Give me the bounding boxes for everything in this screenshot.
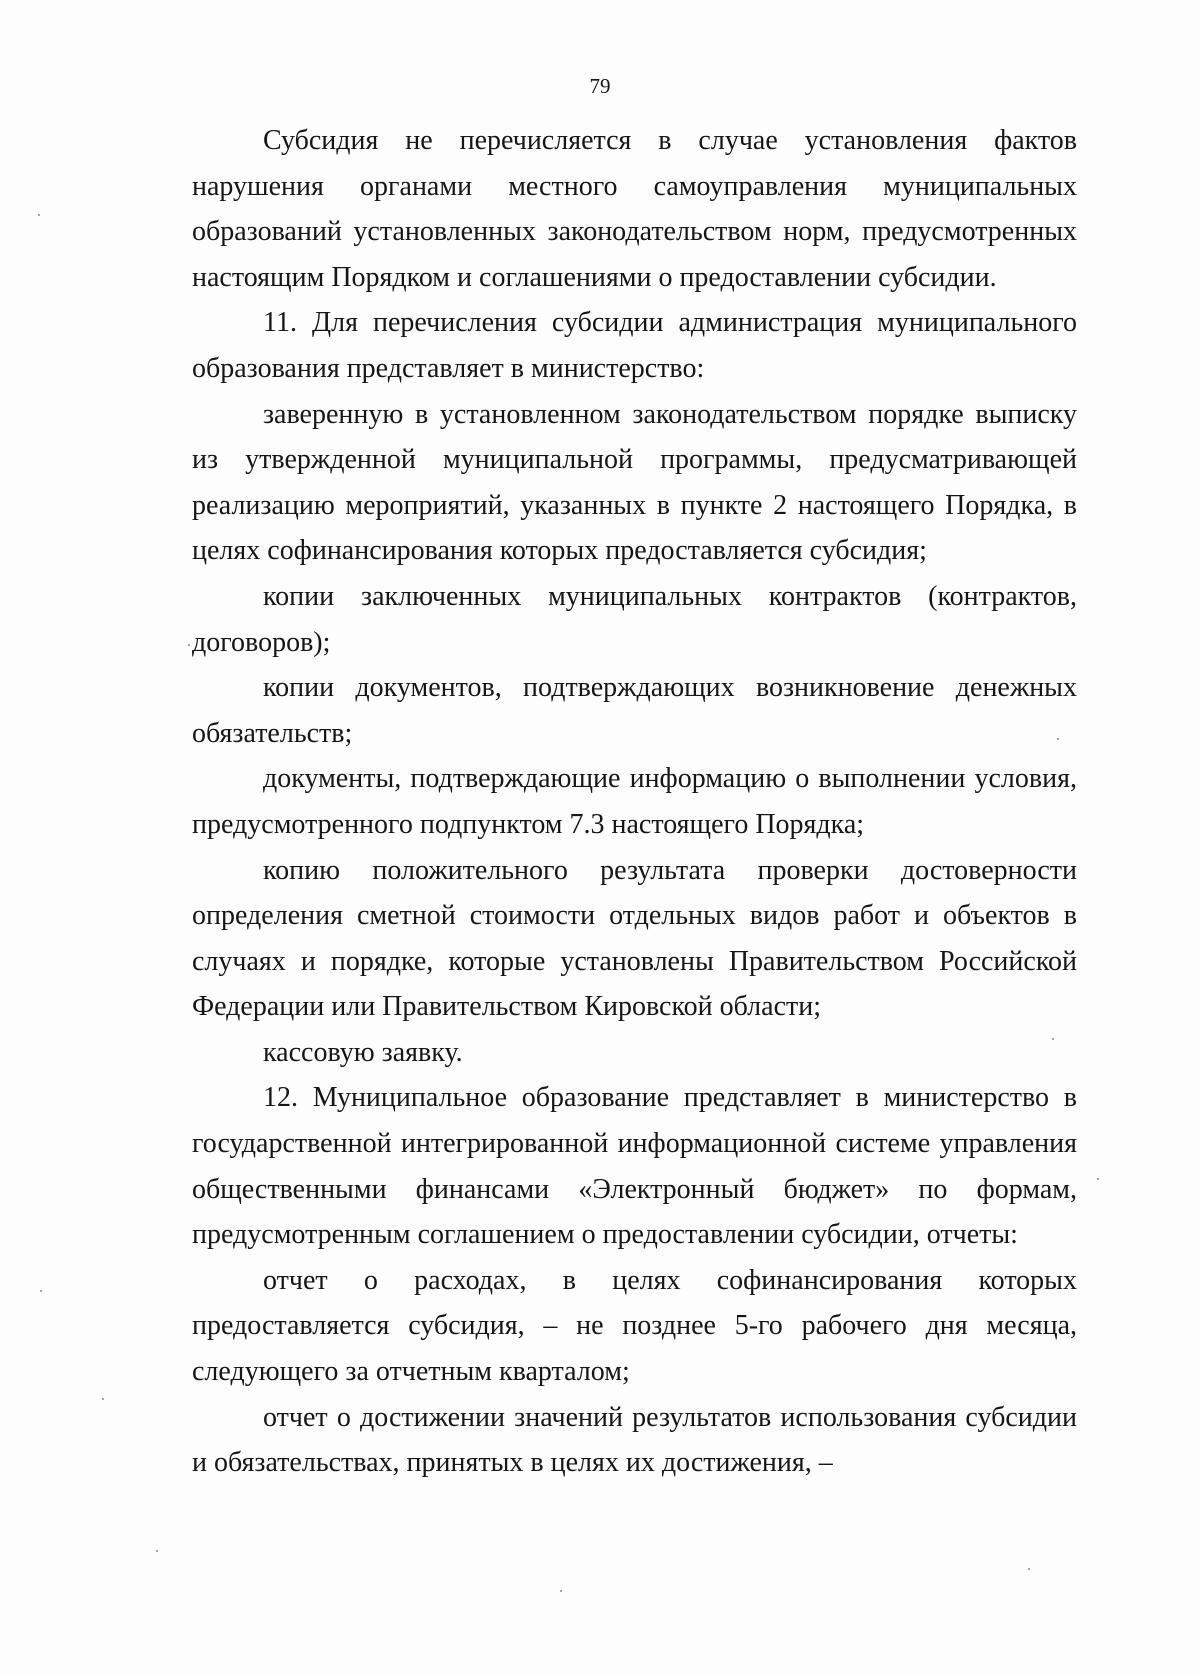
paragraph-subsidy-not-transferred: Субсидия не перечисляется в случае установления фактов нарушения органами местного самоуправления муниципальных образований установленных законодательством норм, предусмотренных настоящим Порядком и соглашениями о предоставлении субсидии. — [192, 125, 1077, 293]
scan-speck — [156, 1550, 158, 1552]
paragraph-expense-report: отчет о расходах, в целях софинансирования которых предоставляется субсидия, – не позднее 5-го рабочего дня месяца, следующего за отчетным кварталом; — [192, 1264, 1077, 1388]
scan-speck — [188, 644, 190, 646]
paragraph-cash-request: кассовую заявку. — [263, 1036, 463, 1068]
paragraph-contract-copies: копии заключенных муниципальных контрактов (контрактов, договоров); — [192, 580, 1077, 658]
scan-speck — [1057, 738, 1059, 740]
page-number: 79 — [589, 74, 611, 98]
scan-speck — [40, 1290, 42, 1292]
scan-speck — [1097, 1178, 1099, 1180]
paragraph-11-intro: 11. Для перечисления субсидии администрация муниципального образования представляет в министерство: — [192, 307, 1077, 384]
scan-speck — [560, 1590, 562, 1592]
paragraph-obligation-documents: копии документов, подтверждающих возникновение денежных обязательств; — [192, 672, 1077, 749]
paragraph-condition-documents: документы, подтверждающие информацию о выполнении условия, предусмотренного подпунктом 7.3 настоящего Порядка; — [192, 763, 1077, 840]
scan-speck — [38, 214, 40, 216]
paragraph-12-intro: 12. Муниципальное образование представляет в министерство в государственной интегрированной информационной системе управления общественными финансами «Электронный бюджет» по формам, предусмотренным соглашением о предоставлении субсидии, отчеты: — [192, 1082, 1077, 1251]
scan-speck — [1028, 1568, 1030, 1570]
paragraph-results-report: отчет о достижении значений результатов использования субсидии и обязательствах, принятых в целях их достижения, – — [192, 1401, 1077, 1479]
document-body — [192, 118, 1077, 1486]
scan-speck — [102, 1398, 104, 1400]
scan-speck — [1052, 1038, 1054, 1040]
paragraph-program-extract: заверенную в установленном законодательством порядке выписку из утвержденной муниципальной программы, предусматривающей реализацию мероприятий, указанных в пункте 2 настоящего Порядка, в целях софинансирования которых предоставляется субсидия; — [192, 398, 1077, 567]
paragraph-verification-result: копию положительного результата проверки достоверности определения сметной стоимости отдельных видов работ и объектов в случаях и порядке, которые установлены Правительством Российской Федерации или Правительством Кировской области; — [192, 854, 1077, 1023]
